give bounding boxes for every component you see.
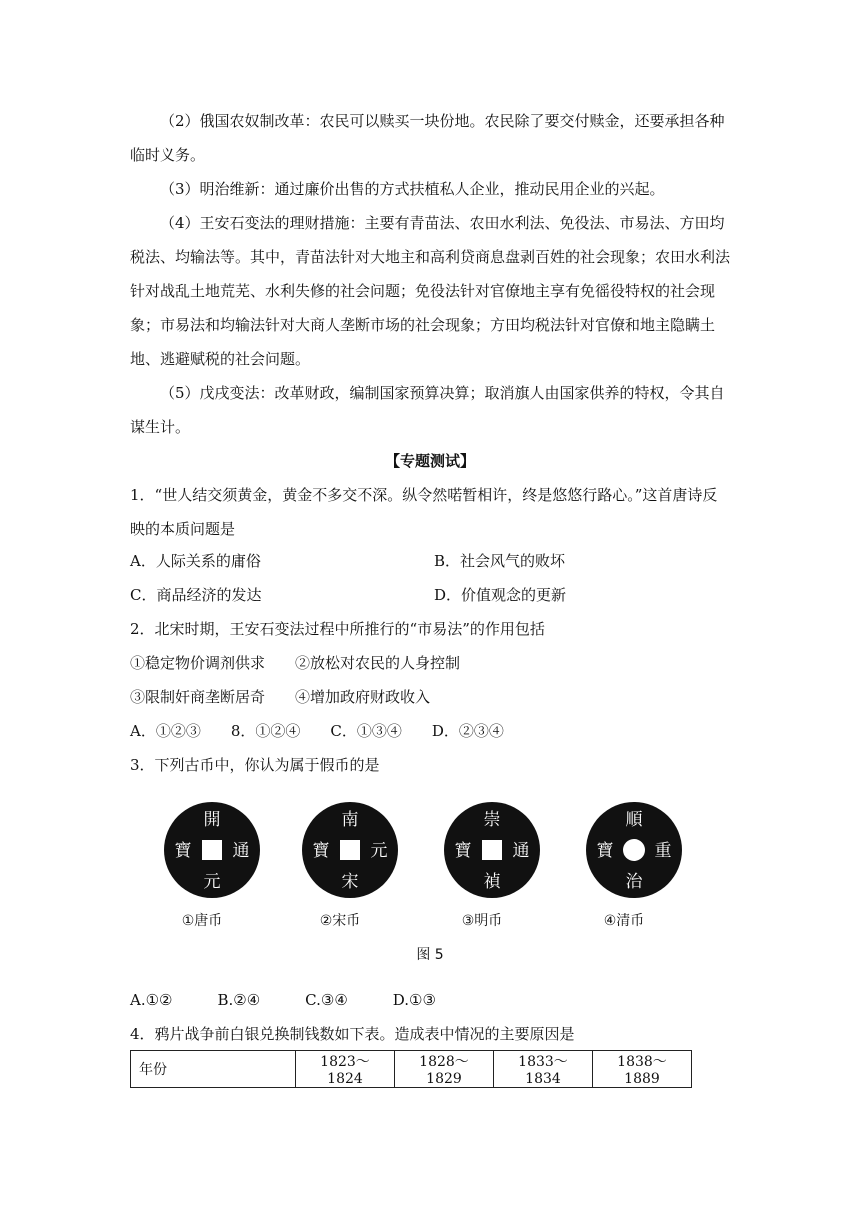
coin-ming-bottom-char: 禎: [483, 872, 501, 892]
coin-qing-top-char: 順: [625, 810, 643, 830]
question-4-stem: 4．鸦片战争前白银兑换制钱数如下表。造成表中情况的主要原因是: [130, 1025, 575, 1043]
coin-tang-image: [162, 800, 262, 900]
paragraph-wuxu: （5）戊戌变法：改革财政，编制国家预算决算；取消旗人由国家供养的特权，令其自谋生计。: [130, 384, 725, 436]
table-cell-year: 1838～1889: [593, 1051, 692, 1088]
question-1-option-b: B．社会风气的败坏: [434, 552, 566, 570]
coin-tang-right-char: 通: [232, 841, 250, 861]
coin-qing-right-char: 重: [654, 841, 672, 861]
coin-ming-top-char: 崇: [483, 810, 501, 830]
question-1-options-row-2: [130, 583, 730, 607]
coin-song-right-char: 元: [370, 841, 388, 861]
question-1-option-c: C．商品经济的发达: [130, 586, 262, 604]
paragraph-meiji: （3）明治维新：通过廉价出售的方式扶植私人企业，推动民用企业的兴起。: [160, 180, 665, 198]
coin-ming-right-char: 通: [512, 841, 530, 861]
question-2-items-line-1: ①稳定物价调剂供求 ②放松对农民的人身控制: [130, 654, 461, 672]
coin-ming: [432, 800, 552, 904]
question-2-stem: 2．北宋时期，王安石变法过程中所推行的“市易法”的作用包括: [130, 620, 545, 638]
coin-tang-left-char: 寶: [174, 841, 192, 861]
question-3-stem: 3．下列古币中，你认为属于假币的是: [130, 756, 380, 774]
question-1-stem: 1．“世人结交须黄金，黄金不多交不深。纵令然喏暂相许，终是悠悠行路心。”这首唐诗反映的本质问题是: [130, 486, 718, 538]
coin-qing: [574, 800, 694, 904]
coin-qing-left-char: 寶: [596, 841, 614, 861]
table-cell-year: 1828～1829: [395, 1051, 494, 1088]
question-2-items-line-2: ③限制奸商垄断居奇 ④增加政府财政收入: [130, 688, 431, 706]
coin-song-bottom-char: 宋: [341, 872, 359, 892]
coin-ming-left-char: 寶: [454, 841, 472, 861]
coin-song: [290, 800, 410, 904]
coin-song-left-char: 寶: [312, 841, 330, 861]
question-2-options: A．①②③ 8．①②④ C．①③④ D．②③④: [130, 722, 504, 740]
coin-song-image: [300, 800, 400, 900]
table-cell-year: 1833～1834: [494, 1051, 593, 1088]
table-cell-year: 1823～1824: [296, 1051, 395, 1088]
coin-qing-caption: ④清币: [603, 913, 645, 929]
silver-exchange-table: [130, 1050, 692, 1088]
question-3-options: A.①② B.②④ C.③④ D.①③: [130, 991, 436, 1009]
paragraph-wang-anshi: （4）王安石变法的理财措施：主要有青苗法、农田水利法、免役法、市易法、方田均税法、均输法等。其中，青苗法针对大地主和高利贷商息盘剥百姓的社会现象；农田水利法针对战乱土地荒芜、水利失修的社会问题；免役法针对官僚地主享有免徭役特权的社会现象；市易法和均输法针对大商人垄断市场的社会现象；方田均税法针对官僚和地主隐瞒土地、逃避赋税的社会问题。: [130, 214, 731, 368]
figure-caption: 图 5: [416, 947, 444, 963]
question-1-option-d: D．价值观念的更新: [434, 586, 567, 604]
coin-ming-caption: ③明币: [461, 913, 503, 929]
question-1-options-row-1: [130, 549, 730, 573]
coin-qing-image: [584, 800, 684, 900]
coin-song-top-char: 南: [341, 810, 359, 830]
coin-tang-top-char: 開: [203, 810, 221, 830]
section-title: 【专题测试】: [384, 452, 475, 470]
question-1-option-a: A．人际关系的庸俗: [130, 552, 261, 570]
coin-tang-bottom-char: 元: [203, 872, 221, 892]
table-row: [131, 1051, 692, 1088]
coin-qing-bottom-char: 治: [625, 872, 643, 892]
coin-ming-image: [442, 800, 542, 900]
paragraph-russia-reform: （2）俄国农奴制改革：农民可以赎买一块份地。农民除了要交付赎金，还要承担各种临时义务。: [130, 112, 725, 164]
table-header-year: 年份: [131, 1051, 296, 1088]
coin-song-caption: ②宋币: [319, 913, 361, 929]
coin-tang-caption: ①唐币: [181, 913, 223, 929]
coin-tang: [152, 800, 272, 904]
coin-figure: [150, 800, 760, 940]
